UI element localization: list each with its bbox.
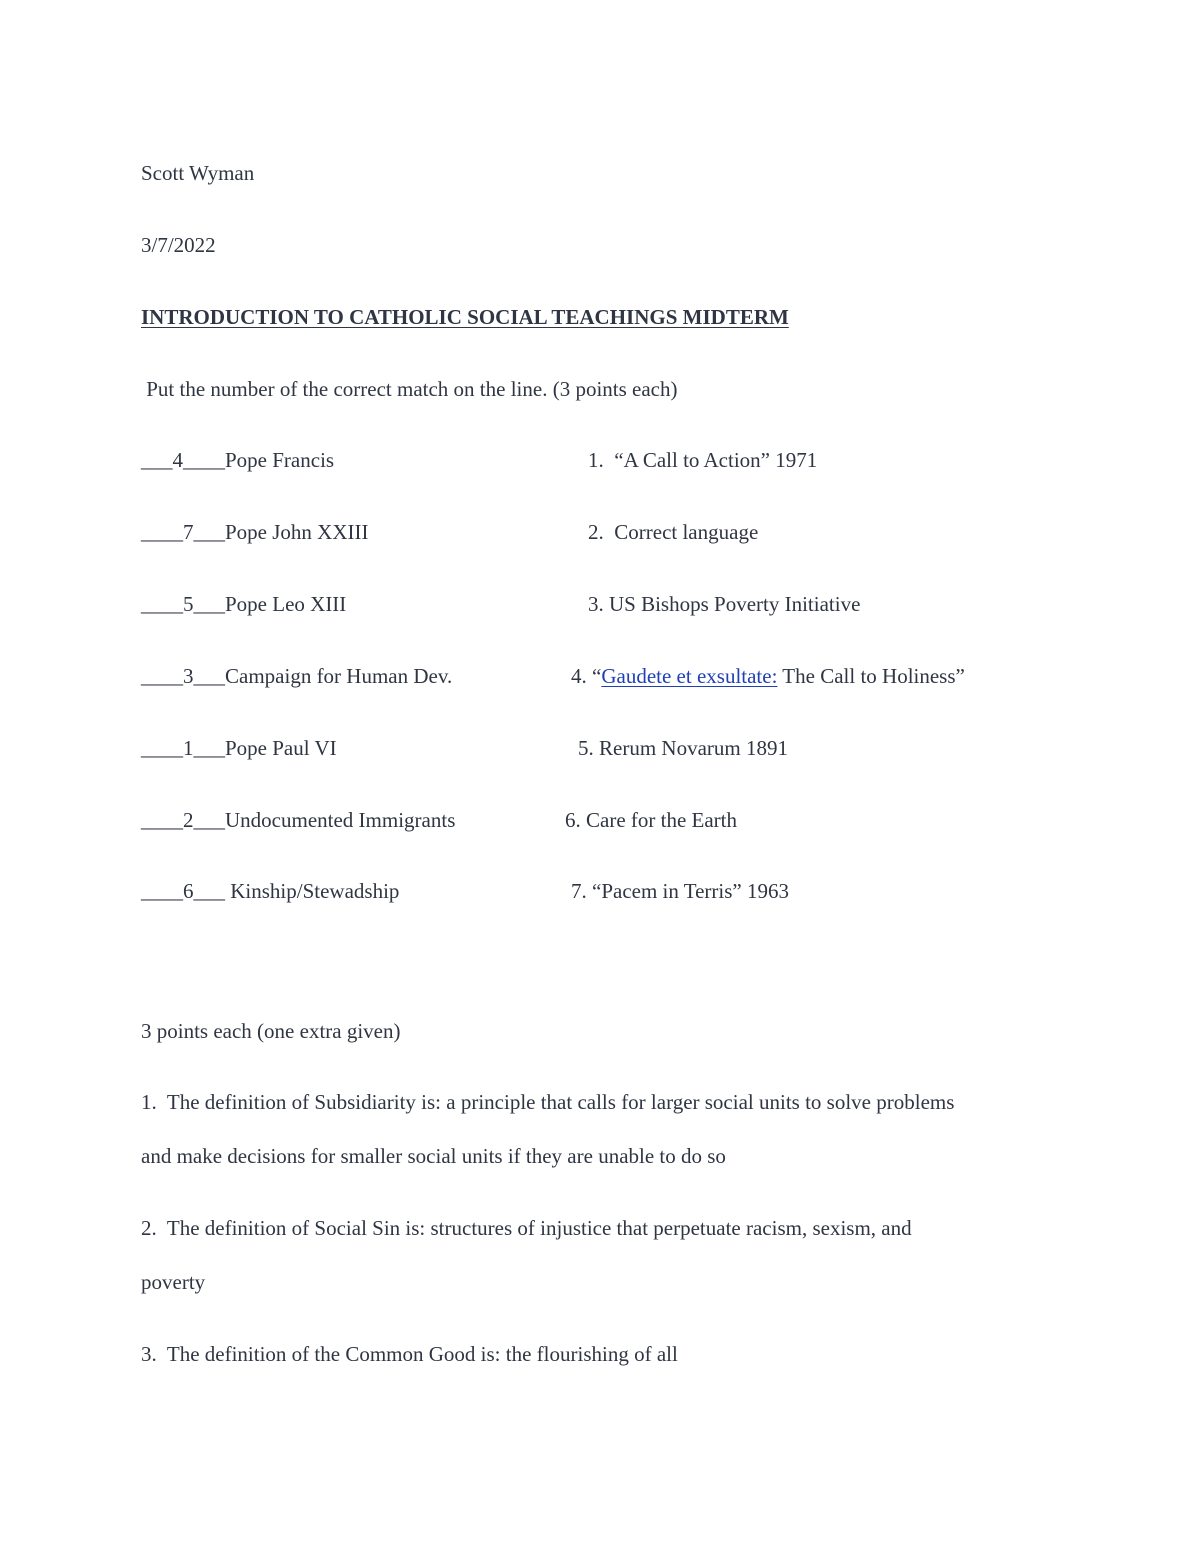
match-left-item: ____2___Undocumented Immigrants <box>141 808 456 832</box>
definition-line: and make decisions for smaller social units if they are unable to do so <box>141 1144 726 1168</box>
student-name: Scott Wyman <box>141 161 255 185</box>
definition-line: poverty <box>141 1270 206 1294</box>
definition-line: 1. The definition of Subsidiarity is: a principle that calls for larger social units to solve problems <box>141 1090 955 1114</box>
matching-instruction: Put the number of the correct match on the line. (3 points each) <box>141 377 678 401</box>
match-left-item: ____1___Pope Paul VI <box>141 736 337 760</box>
match-left-item: ___4____Pope Francis <box>141 448 335 472</box>
definition-line: 2. The definition of Social Sin is: structures of injustice that perpetuate racism, sexism, and <box>141 1216 912 1240</box>
gaudete-link[interactable]: Gaudete et exsultate: <box>601 664 778 688</box>
match-left-item: ____6___ Kinship/Stewadship <box>141 879 400 903</box>
definitions-heading: 3 points each (one extra given) <box>141 1019 401 1043</box>
match-right-item: 7. “Pacem in Terris” 1963 <box>571 879 789 903</box>
match-right-item: 2. Correct language <box>588 520 759 544</box>
definition-line: 3. The definition of the Common Good is: the flourishing of all <box>141 1342 678 1366</box>
match-left-item: ____3___Campaign for Human Dev. <box>141 664 453 688</box>
match-right-item <box>571 662 965 690</box>
match-right-item: 1. “A Call to Action” 1971 <box>588 448 818 472</box>
exam-title: INTRODUCTION TO CATHOLIC SOCIAL TEACHINGS MIDTERM <box>141 305 789 329</box>
match-right-prefix: 4. “ <box>571 664 602 688</box>
exam-date: 3/7/2022 <box>141 233 216 257</box>
match-right-item: 6. Care for the Earth <box>565 808 738 832</box>
match-right-item: 5. Rerum Novarum 1891 <box>578 736 788 760</box>
match-left-item: ____7___Pope John XXIII <box>141 520 369 544</box>
match-right-item: 3. US Bishops Poverty Initiative <box>588 592 861 616</box>
match-left-item: ____5___Pope Leo XIII <box>141 592 347 616</box>
match-right-suffix: The Call to Holiness” <box>777 664 965 688</box>
